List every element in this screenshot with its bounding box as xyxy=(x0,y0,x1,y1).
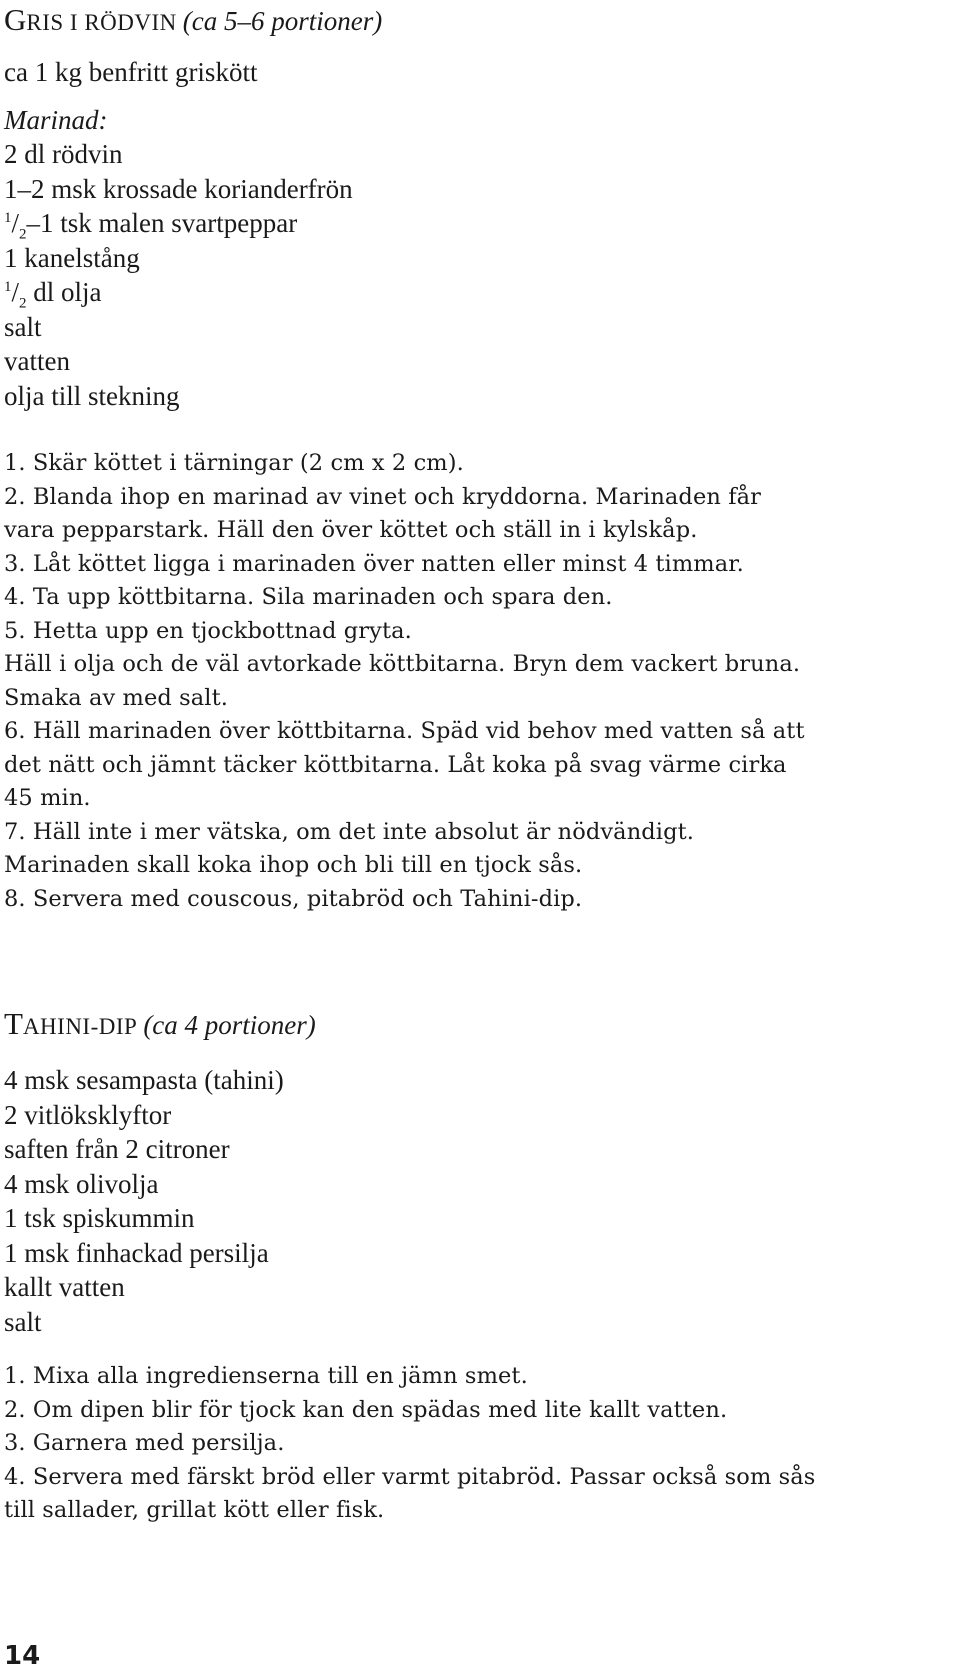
ingredient-item: $^1/_2$ dl olja xyxy=(4,277,102,312)
step-line: 3. Garnera med persilja. xyxy=(4,1430,285,1456)
step-line: vara pepparstark. Häll den över köttet och ställ in i kylskåp. xyxy=(4,517,698,543)
step-line: 2. Om dipen blir för tjock kan den spädas med lite kallt vatten. xyxy=(4,1396,728,1423)
ingredient-item: vatten xyxy=(4,346,70,376)
ingredient-item: olja till stekning xyxy=(4,380,180,411)
step-line: till sallader, grillat kött eller fisk. xyxy=(4,1497,385,1523)
title-initial: T xyxy=(4,1006,23,1041)
recipe-title-tahini-dip xyxy=(4,1006,316,1045)
recipe-steps-tahini xyxy=(4,1360,956,1528)
step-line: 6. Häll marinaden över köttbitarna. Späd vid behov med vatten så att xyxy=(4,718,805,744)
ingredient-item: 2 vitlöksklyftor xyxy=(4,1099,172,1130)
step-line: 45 min. xyxy=(4,785,91,811)
step-line: det nätt och jämnt täcker köttbitarna. Låt koka på svag värme cirka xyxy=(4,751,787,778)
ingredient-item: salt xyxy=(4,1306,42,1337)
marinade-label-text: Marinad: xyxy=(4,105,108,135)
step-line: 5. Hetta upp en tjockbottnad gryta. xyxy=(4,617,412,644)
recipe-title-gris-i-rodvin xyxy=(4,2,382,41)
recipe-portions: (ca 5–6 portioner) xyxy=(182,6,383,36)
step-line: 7. Häll inte i mer vätska, om det inte absolut är nödvändigt. xyxy=(4,818,694,845)
ingredient-item: 4 msk sesampasta (tahini) xyxy=(4,1065,284,1095)
page-number: 14 xyxy=(4,1641,41,1671)
base-ingredient xyxy=(4,55,257,90)
recipe-steps-gris xyxy=(4,447,956,916)
fraction-half: $^1/_2$ xyxy=(4,277,27,312)
step-line: 4. Servera med färskt bröd eller varmt pitabröd. Passar också som sås xyxy=(4,1463,816,1490)
marinade-ingredient-list xyxy=(4,137,353,413)
ingredient-item: salt xyxy=(4,311,42,342)
ingredient-item: 1–2 msk krossade korianderfrön xyxy=(4,173,353,204)
recipe-portions: (ca 4 portioner) xyxy=(143,1010,316,1040)
step-line: 8. Servera med couscous, pitabröd och Tahini-dip. xyxy=(4,885,583,912)
base-ingredient-text: ca 1 kg benfritt griskött xyxy=(4,57,258,87)
ingredient-item: 4 msk olivolja xyxy=(4,1168,159,1199)
title-rest: RIS I RÖDVIN xyxy=(26,10,177,35)
step-line: 3. Låt köttet ligga i marinaden över natten eller minst 4 timmar. xyxy=(4,550,744,577)
step-line: 1. Mixa alla ingredienserna till en jämn smet. xyxy=(4,1363,528,1389)
ingredient-item: 1 kanelstång xyxy=(4,242,140,273)
tahini-ingredient-list xyxy=(4,1063,284,1339)
ingredient-item: kallt vatten xyxy=(4,1272,125,1302)
ingredient-item: 1 tsk spiskummin xyxy=(4,1203,195,1233)
title-rest: AHINI-DIP xyxy=(22,1014,138,1039)
title-initial: G xyxy=(4,2,27,37)
step-line: Smaka av med salt. xyxy=(4,684,228,711)
marinade-label xyxy=(4,103,108,138)
step-line: 1. Skär köttet i tärningar (2 cm x 2 cm). xyxy=(4,450,464,476)
ingredient-item: 1 msk finhackad persilja xyxy=(4,1237,269,1268)
fraction-half: $^1/_2$ xyxy=(4,208,27,243)
step-line: Marinaden skall koka ihop och bli till en tjock sås. xyxy=(4,852,583,878)
step-line: 4. Ta upp köttbitarna. Sila marinaden och spara den. xyxy=(4,584,613,610)
step-line: Häll i olja och de väl avtorkade köttbitarna. Bryn dem vackert bruna. xyxy=(4,651,801,677)
ingredient-item: saften från 2 citroner xyxy=(4,1134,230,1164)
ingredient-item: 2 dl rödvin xyxy=(4,139,123,169)
ingredient-item: $^1/_2-1$ tsk malen svartpeppar xyxy=(4,208,298,243)
step-line: 2. Blanda ihop en marinad av vinet och kryddorna. Marinaden får xyxy=(4,483,761,510)
